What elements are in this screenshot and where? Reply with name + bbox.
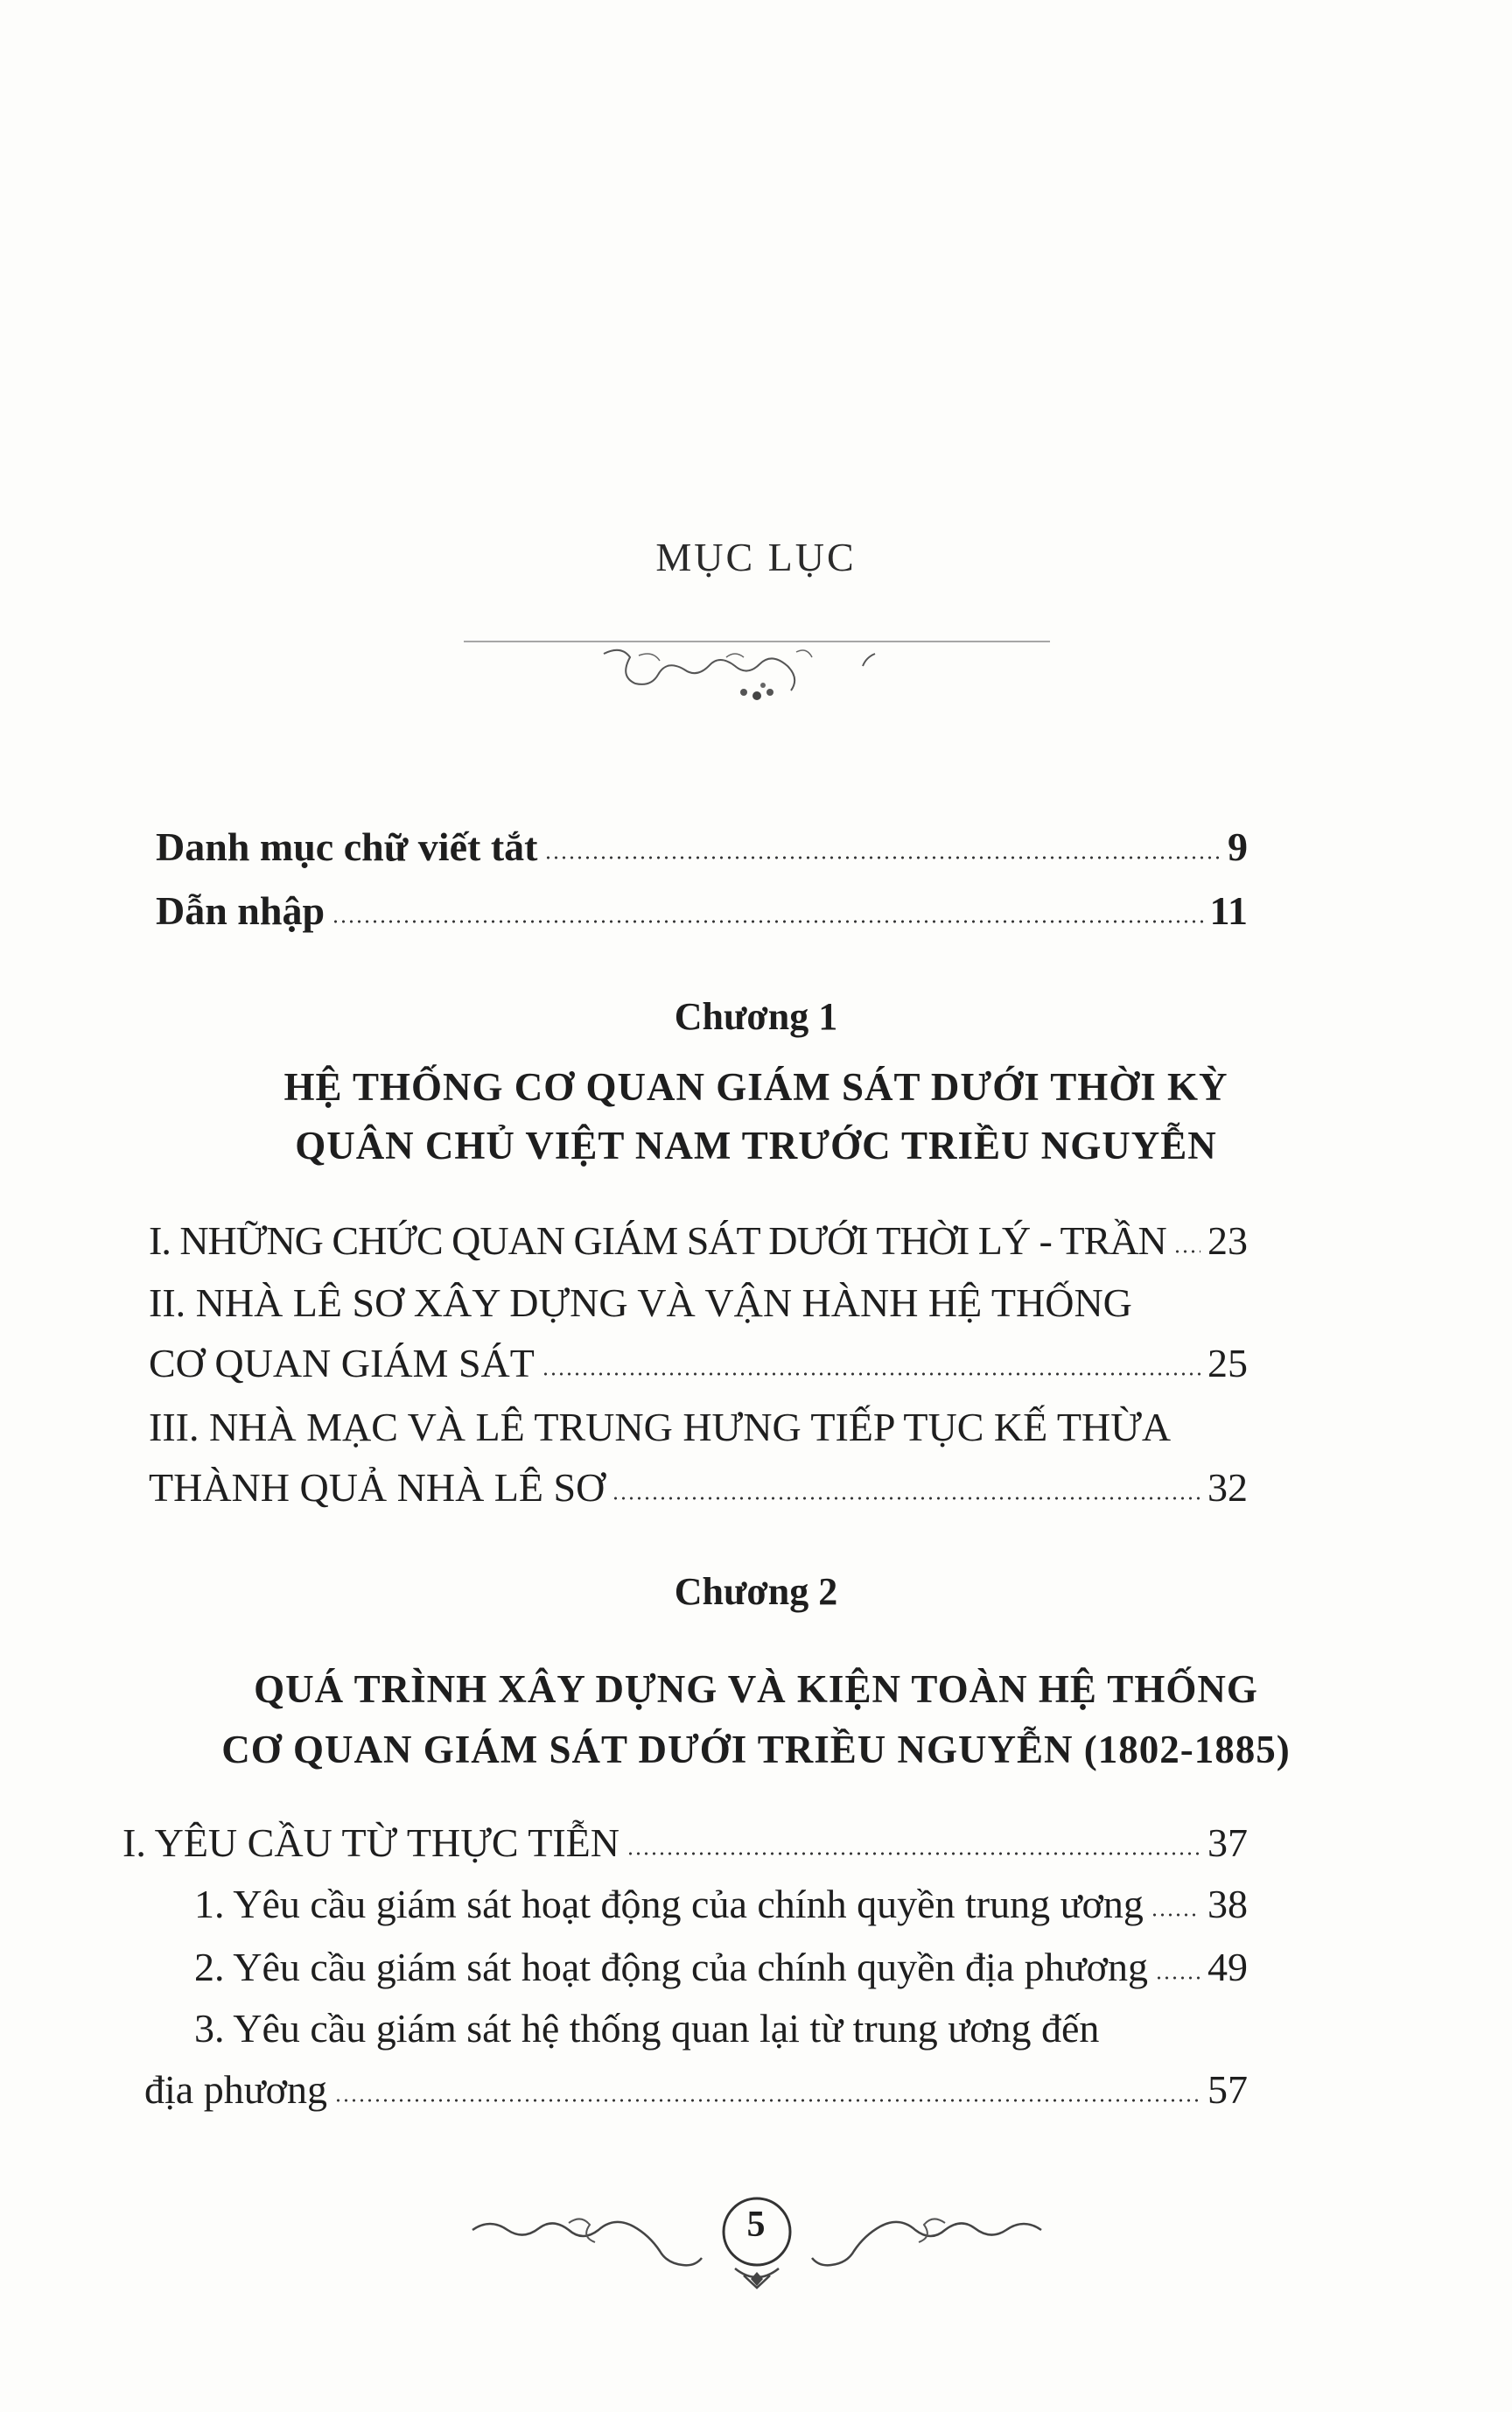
toc-entry-ch1-ii[interactable] (149, 1343, 1248, 1384)
toc-entry-page: 49 (1208, 1945, 1248, 1989)
toc-entry-ch1-iii-line1[interactable]: III. NHÀ MẠC VÀ LÊ TRUNG HƯNG TIẾP TỤC KẾ THỪA (149, 1405, 1172, 1449)
dot-leader (332, 919, 1202, 924)
toc-entry-label: Danh mục chữ viết tắt (156, 824, 538, 869)
ornament-divider-icon (464, 635, 1050, 731)
toc-entry-label: 2. Yêu cầu giám sát hoạt động của chính quyền địa phương (194, 1945, 1148, 1989)
toc-entry-label: địa phương (144, 2067, 327, 2112)
toc-entry-ch1-iii[interactable] (149, 1465, 1248, 1510)
toc-entry-label: I. NHỮNG CHỨC QUAN GIÁM SÁT DƯỚI THỜI LÝ - TRẦN (149, 1218, 1166, 1263)
dot-leader (334, 2098, 1200, 2103)
page-title: MỤC LỤC (655, 535, 857, 579)
toc-entry-abbreviations[interactable] (156, 824, 1248, 869)
dot-leader (1173, 1249, 1200, 1254)
toc-entry-page: 57 (1208, 2067, 1248, 2112)
toc-entry-page: 38 (1208, 1882, 1248, 1926)
chapter-2-heading-line1: QUÁ TRÌNH XÂY DỰNG VÀ KIỆN TOÀN HỆ THỐNG (254, 1667, 1258, 1711)
toc-entry-page: 23 (1208, 1218, 1248, 1263)
toc-entry-ch2-1[interactable] (194, 1884, 1248, 1925)
toc-entry-ch2-3[interactable] (144, 2067, 1248, 2112)
chapter-2-heading-line2: CƠ QUAN GIÁM SÁT DƯỚI TRIỀU NGUYỄN (1802-1885) (221, 1728, 1291, 1771)
toc-entry-page: 32 (1208, 1465, 1248, 1510)
toc-entry-label: 1. Yêu cầu giám sát hoạt động của chính quyền trung ương (194, 1882, 1144, 1926)
dot-leader (1155, 1975, 1200, 1981)
chapter-2-label: Chương 2 (674, 1570, 838, 1613)
dot-leader (626, 1851, 1200, 1856)
toc-entry-page: 11 (1209, 888, 1248, 933)
toc-entry-label: CƠ QUAN GIÁM SÁT (149, 1341, 535, 1385)
toc-entry-page: 9 (1228, 824, 1248, 869)
toc-entry-ch1-ii-line1[interactable]: II. NHÀ LÊ SƠ XÂY DỰNG VÀ VẬN HÀNH HỆ THỐNG (149, 1280, 1132, 1325)
page-number: 5 (746, 2205, 766, 2245)
toc-entry-page: 37 (1208, 1820, 1248, 1865)
dot-leader (544, 855, 1221, 860)
toc-entry-ch2-2[interactable] (194, 1947, 1248, 1988)
dot-leader (1151, 1912, 1200, 1918)
toc-entry-ch2-3-line1[interactable]: 3. Yêu cầu giám sát hệ thống quan lại từ trung ương đến (194, 2006, 1100, 2051)
chapter-1-label: Chương 1 (674, 995, 838, 1038)
toc-entry-ch1-i[interactable] (149, 1218, 1248, 1263)
dot-leader (542, 1371, 1200, 1377)
toc-entry-label: I. YÊU CẦU TỪ THỰC TIỄN (122, 1820, 620, 1865)
toc-entry-label: THÀNH QUẢ NHÀ LÊ SƠ (149, 1465, 606, 1510)
toc-entry-page: 25 (1208, 1341, 1248, 1385)
toc-entry-label: Dẫn nhập (156, 888, 326, 933)
dot-leader (612, 1496, 1200, 1501)
chapter-1-heading-line1: HỆ THỐNG CƠ QUAN GIÁM SÁT DƯỚI THỜI KỲ (284, 1065, 1228, 1109)
toc-entry-ch2-i[interactable] (122, 1820, 1248, 1865)
chapter-1-heading-line2: QUÂN CHỦ VIỆT NAM TRƯỚC TRIỀU NGUYỄN (295, 1124, 1217, 1167)
toc-entry-introduction[interactable] (156, 888, 1248, 933)
